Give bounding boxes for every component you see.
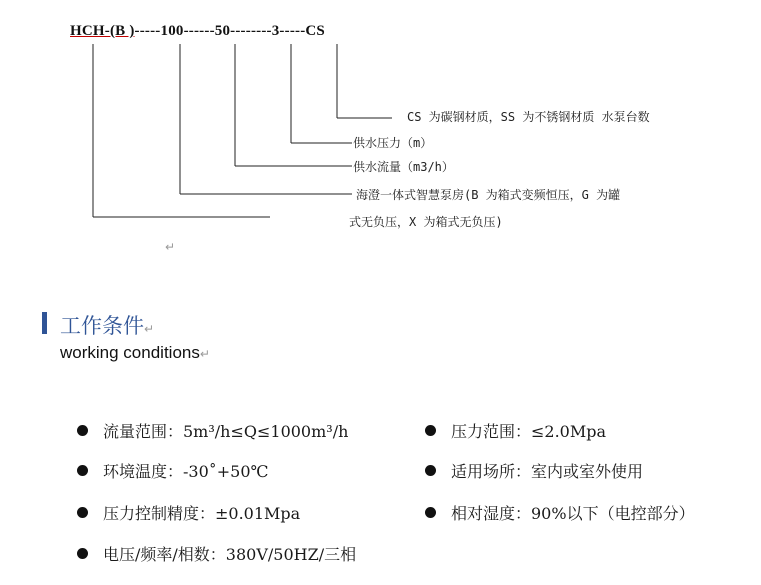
- bullet-icon: [77, 465, 88, 476]
- condition-pressure-accuracy: 压力控制精度：±0.01Mpa: [77, 501, 300, 524]
- condition-pressure-range: 压力范围：≤2.0Mpa: [425, 419, 606, 442]
- paragraph-mark: ↵: [165, 240, 176, 254]
- bullet-icon: [77, 548, 88, 559]
- desc-pump-room-line1: 海澄一体式智慧泵房(B 为箱式变频恒压，G 为罐: [356, 188, 621, 202]
- condition-relative-humidity: 相对湿度：90%以下（电控部分）: [425, 501, 695, 524]
- bullet-icon: [425, 507, 436, 518]
- bullet-icon: [77, 425, 88, 436]
- desc-material: CS 为碳钢材质，SS 为不锈钢材质 水泵台数: [407, 110, 650, 124]
- condition-flow-range: 流量范围：5m³/h≤Q≤1000m³/h: [77, 419, 348, 442]
- bullet-icon: [77, 507, 88, 518]
- section-accent-bar: [42, 312, 47, 334]
- desc-pressure: 供水压力（m）: [353, 136, 433, 150]
- condition-ambient-temperature: 环境温度：-30˚+50℃: [77, 459, 268, 482]
- desc-flow: 供水流量（m3/h）: [353, 160, 454, 174]
- bullet-icon: [425, 465, 436, 476]
- model-code-prefix: HCH-(B ): [70, 23, 135, 39]
- bullet-icon: [425, 425, 436, 436]
- model-code-rest: -----100------50--------3-----CS: [134, 23, 325, 39]
- section-subtitle: working conditions↵: [60, 343, 210, 362]
- condition-power-supply: 电压/频率/相数：380V/50HZ/三相: [77, 542, 356, 565]
- desc-pump-room-line2: 式无负压，X 为箱式无负压): [349, 215, 503, 229]
- condition-usage-location: 适用场所：室内或室外使用: [425, 459, 643, 482]
- section-title: 工作条件↵: [60, 314, 155, 338]
